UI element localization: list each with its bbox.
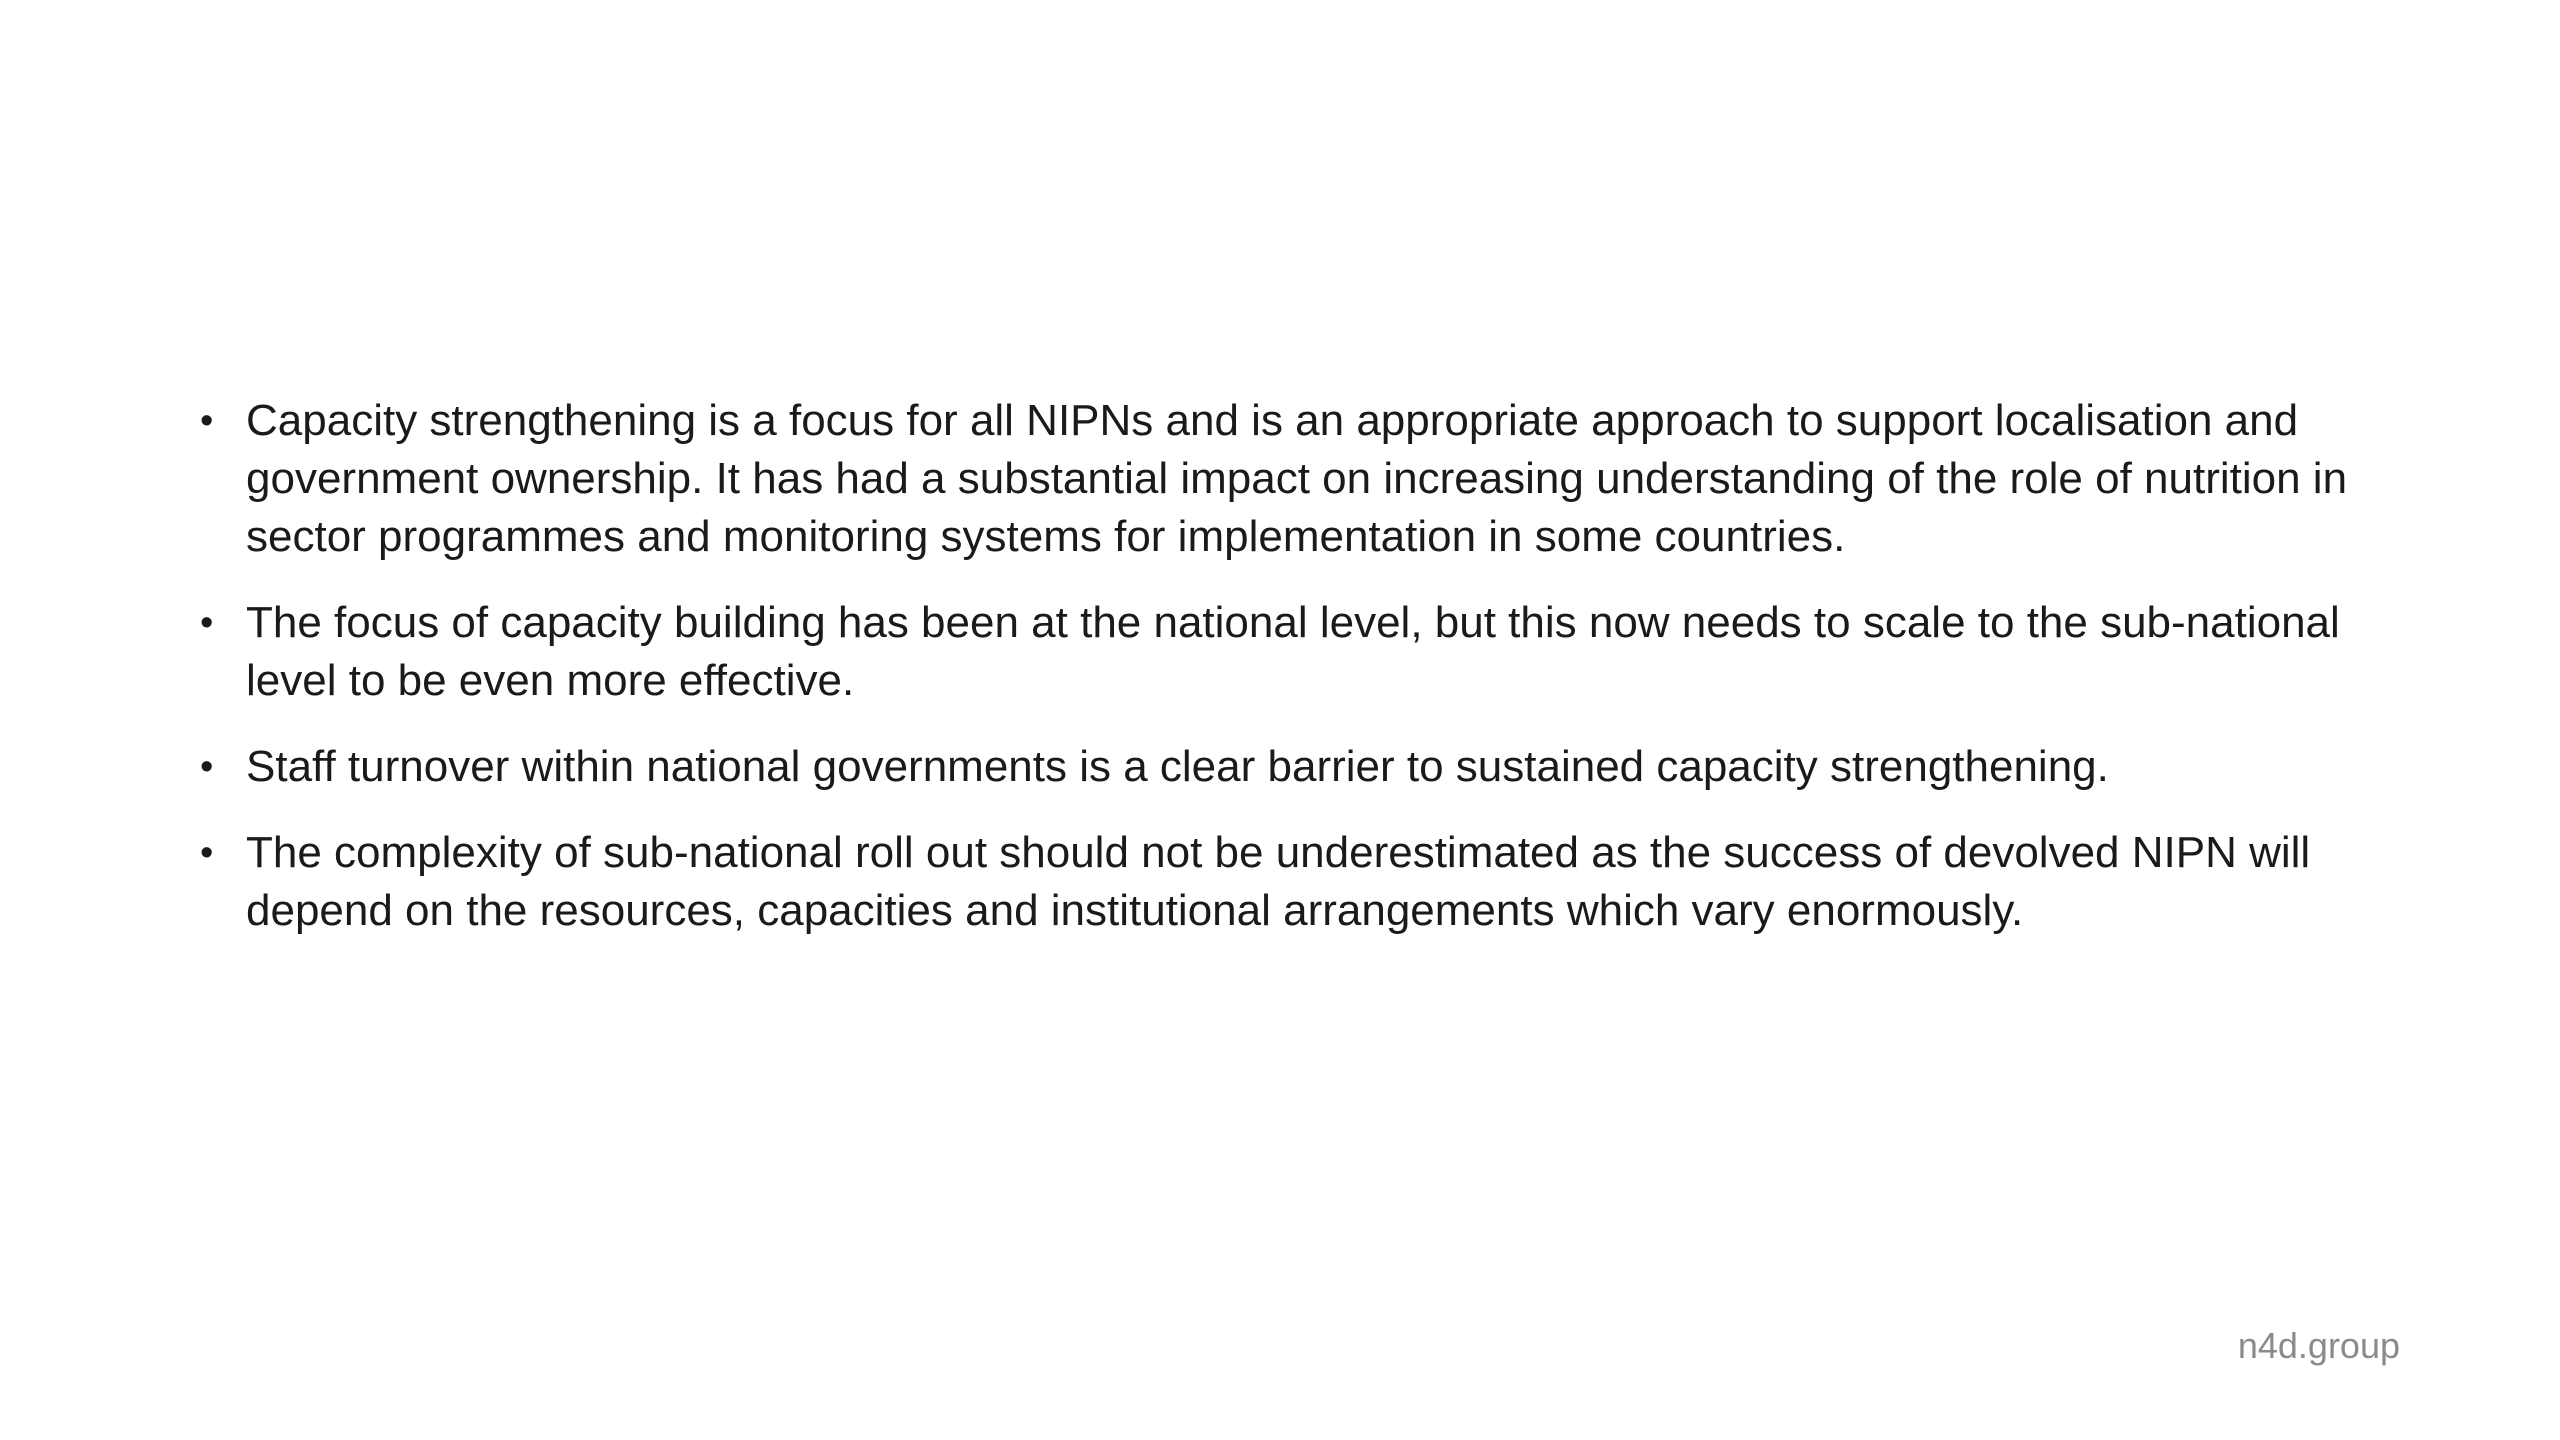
bullet-item: [190, 738, 2390, 796]
bullet-icon: •: [200, 832, 214, 874]
bullet-item: [190, 594, 2390, 710]
bullet-text: The complexity of sub-national roll out should not be underestimated as the success of devolved NIPN will depend on the resources, capacities and institutional arrangements which vary enormously.: [246, 828, 2311, 935]
bullet-icon: •: [200, 400, 214, 442]
bullet-icon: •: [200, 746, 214, 788]
bullet-text: Capacity strengthening is a focus for all NIPNs and is an appropriate approach to support localisation and government ownership. It has had a substantial impact on increasing understanding of the role of nutrition in sector programmes and monitoring systems for implementation in some countries.: [246, 396, 2348, 561]
bullet-icon: •: [200, 602, 214, 644]
bullet-text: Staff turnover within national governments is a clear barrier to sustained capacity strengthening.: [246, 742, 2109, 791]
bullet-item: [190, 824, 2390, 940]
bullet-item: [190, 392, 2390, 566]
bullet-list: [190, 392, 2390, 968]
footer-website: n4d.group: [2237, 1325, 2400, 1366]
bullet-text: The focus of capacity building has been at the national level, but this now needs to scale to the sub-national level to be even more effective.: [246, 598, 2340, 705]
